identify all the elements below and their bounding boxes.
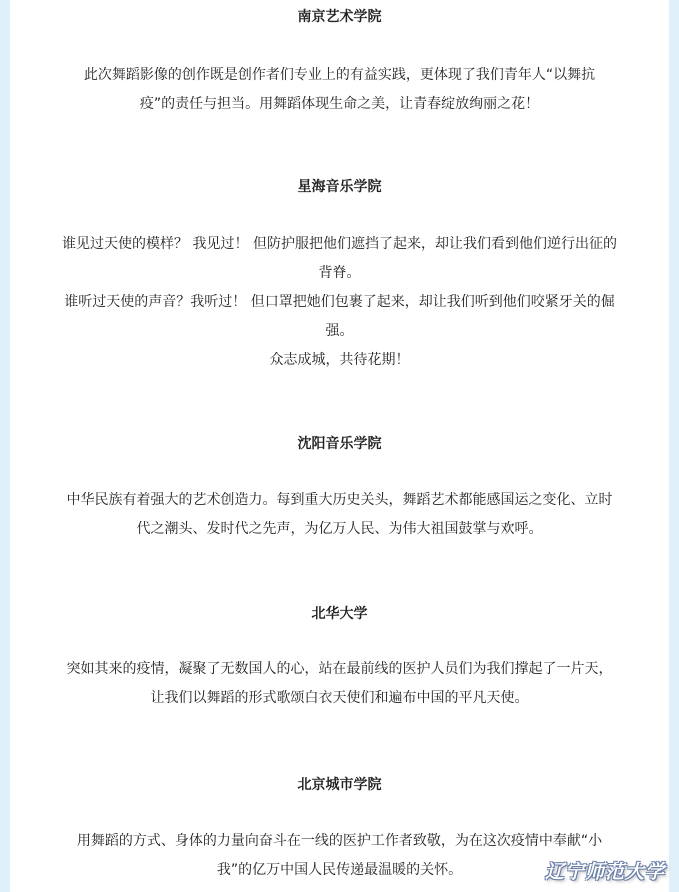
paragraph-line: 让我们以舞蹈的形式歌颂白衣天使们和遍布中国的平凡天使。 bbox=[150, 690, 529, 706]
left-side-bar bbox=[0, 0, 10, 892]
section-xinghai bbox=[12, 177, 667, 375]
section-heading: 星海音乐学院 bbox=[297, 179, 382, 195]
section-heading: 沈阳音乐学院 bbox=[297, 436, 382, 452]
paragraph-line: 用舞蹈的方式、身体的力量向奋斗在一线的医护工作者致敬，为在这次疫情中奉献“小 bbox=[76, 833, 603, 849]
section-heading: 北京城市学院 bbox=[297, 777, 382, 793]
paragraph-line: 背脊。 bbox=[318, 265, 361, 281]
paragraph-line: 强。 bbox=[325, 323, 354, 339]
article-content bbox=[12, 0, 667, 892]
paragraph-line: 谁听过天使的声音？我听过！ 但口罩把她们包裹了起来，却让我们听到他们咬紧牙关的倔 bbox=[64, 294, 615, 310]
section-shenyang bbox=[12, 434, 667, 544]
paragraph-line: 众志成城，共待花期！ bbox=[269, 352, 410, 368]
paragraph-line: 疫”的责任与担当。用舞蹈体现生命之美，让青春绽放绚丽之花！ bbox=[139, 96, 540, 112]
paragraph-line: 中华民族有着强大的艺术创造力。每到重大历史关头，舞蹈艺术都能感国运之变化、立时 bbox=[66, 492, 613, 508]
section-nanjing bbox=[12, 7, 667, 119]
section-heading: 南京艺术学院 bbox=[297, 9, 382, 25]
section-heading: 北华大学 bbox=[311, 606, 368, 622]
paragraph-line: 代之潮头、发时代之先声，为亿万人民、为伟大祖国鼓掌与欢呼。 bbox=[136, 521, 543, 537]
paragraph-line: 突如其来的疫情，凝聚了无数国人的心，站在最前线的医护人员们为我们撑起了一片天， bbox=[66, 661, 613, 677]
section-beihua bbox=[12, 604, 667, 713]
right-side-bar bbox=[669, 0, 679, 892]
paragraph-line: 谁见过天使的模样？ 我见过！ 但防护服把他们遮挡了起来，却让我们看到他们逆行出征的 bbox=[62, 236, 617, 252]
paragraph-line: 此次舞蹈影像的创作既是创作者们专业上的有益实践，更体现了我们青年人“以舞抗 bbox=[83, 67, 596, 83]
paragraph-line: 我”的亿万中国人民传递最温暖的关怀。 bbox=[216, 862, 463, 878]
watermark-logo: 辽宁师范大学 bbox=[544, 861, 665, 883]
